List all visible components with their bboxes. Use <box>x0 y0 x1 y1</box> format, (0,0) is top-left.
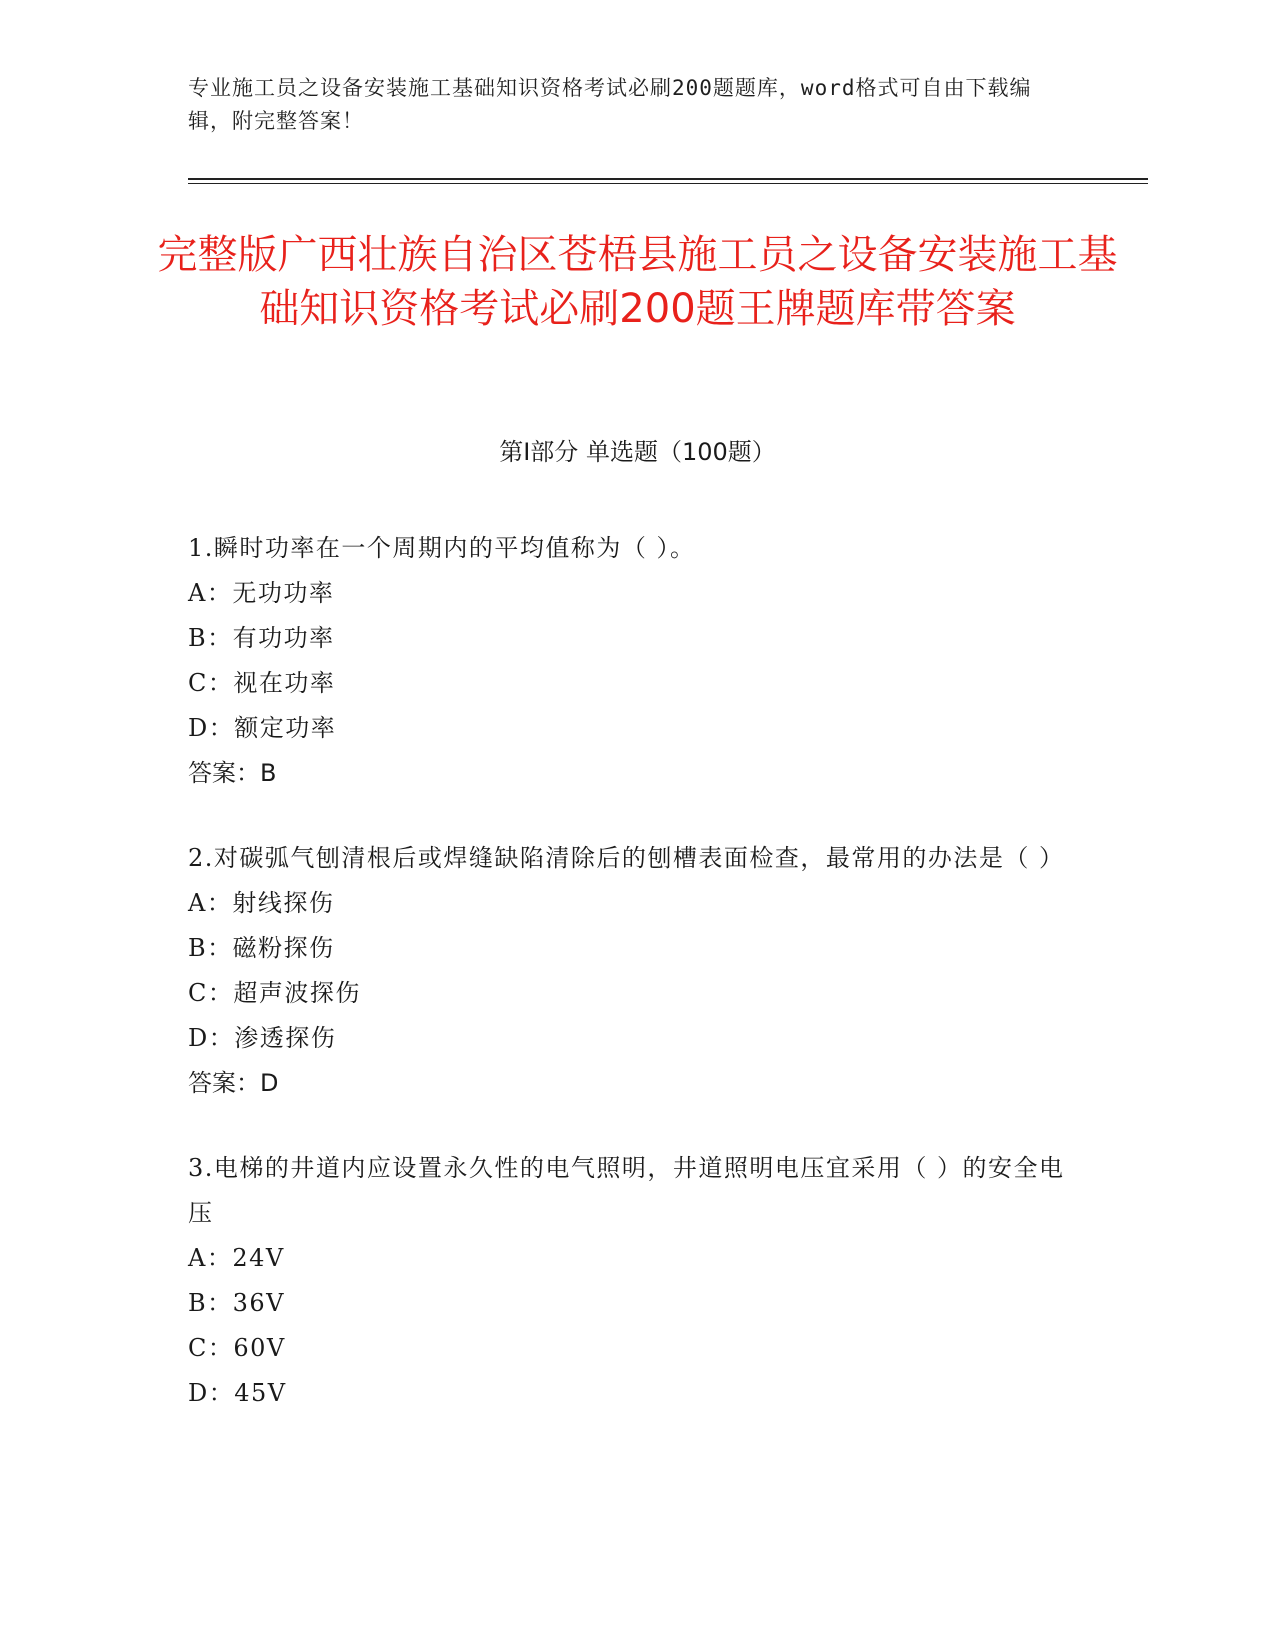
question-3 <box>188 1146 1068 1416</box>
header-note: 专业施工员之设备安装施工基础知识资格考试必刷200题题库，word格式可自由下载编辑，附完整答案！ <box>188 76 1032 133</box>
section-heading: 第Ⅰ部分 单选题（100题） <box>499 438 776 466</box>
header-rule-thin <box>188 183 1148 184</box>
option-b: B：36V <box>188 1289 286 1317</box>
option-d: D：45V <box>188 1379 287 1407</box>
option-d: D：额定功率 <box>188 714 337 742</box>
option-c: C：视在功率 <box>188 669 336 697</box>
option-a: A：射线探伤 <box>188 889 335 917</box>
option-d: D：渗透探伤 <box>188 1024 337 1052</box>
question-stem: 3.电梯的井道内应设置永久性的电气照明，井道照明电压宜采用（ ）的安全电压 <box>188 1154 1065 1227</box>
question-stem: 2.对碳弧气刨清根后或焊缝缺陷清除后的刨槽表面检查，最常用的办法是（ ） <box>188 844 1065 872</box>
option-a: A：24V <box>188 1244 285 1272</box>
question-1 <box>188 526 1068 796</box>
option-b: B：有功功率 <box>188 624 335 652</box>
option-a: A：无功功率 <box>188 579 335 607</box>
option-c: C：超声波探伤 <box>188 979 361 1007</box>
question-stem: 1.瞬时功率在一个周期内的平均值称为（ ）。 <box>188 534 696 562</box>
answer-line: 答案：B <box>188 759 277 787</box>
option-c: C：60V <box>188 1334 286 1362</box>
answer-line: 答案：D <box>188 1069 279 1097</box>
option-b: B：磁粉探伤 <box>188 934 335 962</box>
header-rule-thick <box>188 178 1148 180</box>
document-title: 完整版广西壮族自治区苍梧县施工员之设备安装施工基础知识资格考试必刷200题王牌题库带答案 <box>157 232 1118 332</box>
question-list <box>188 526 1068 1456</box>
question-2 <box>188 836 1068 1106</box>
